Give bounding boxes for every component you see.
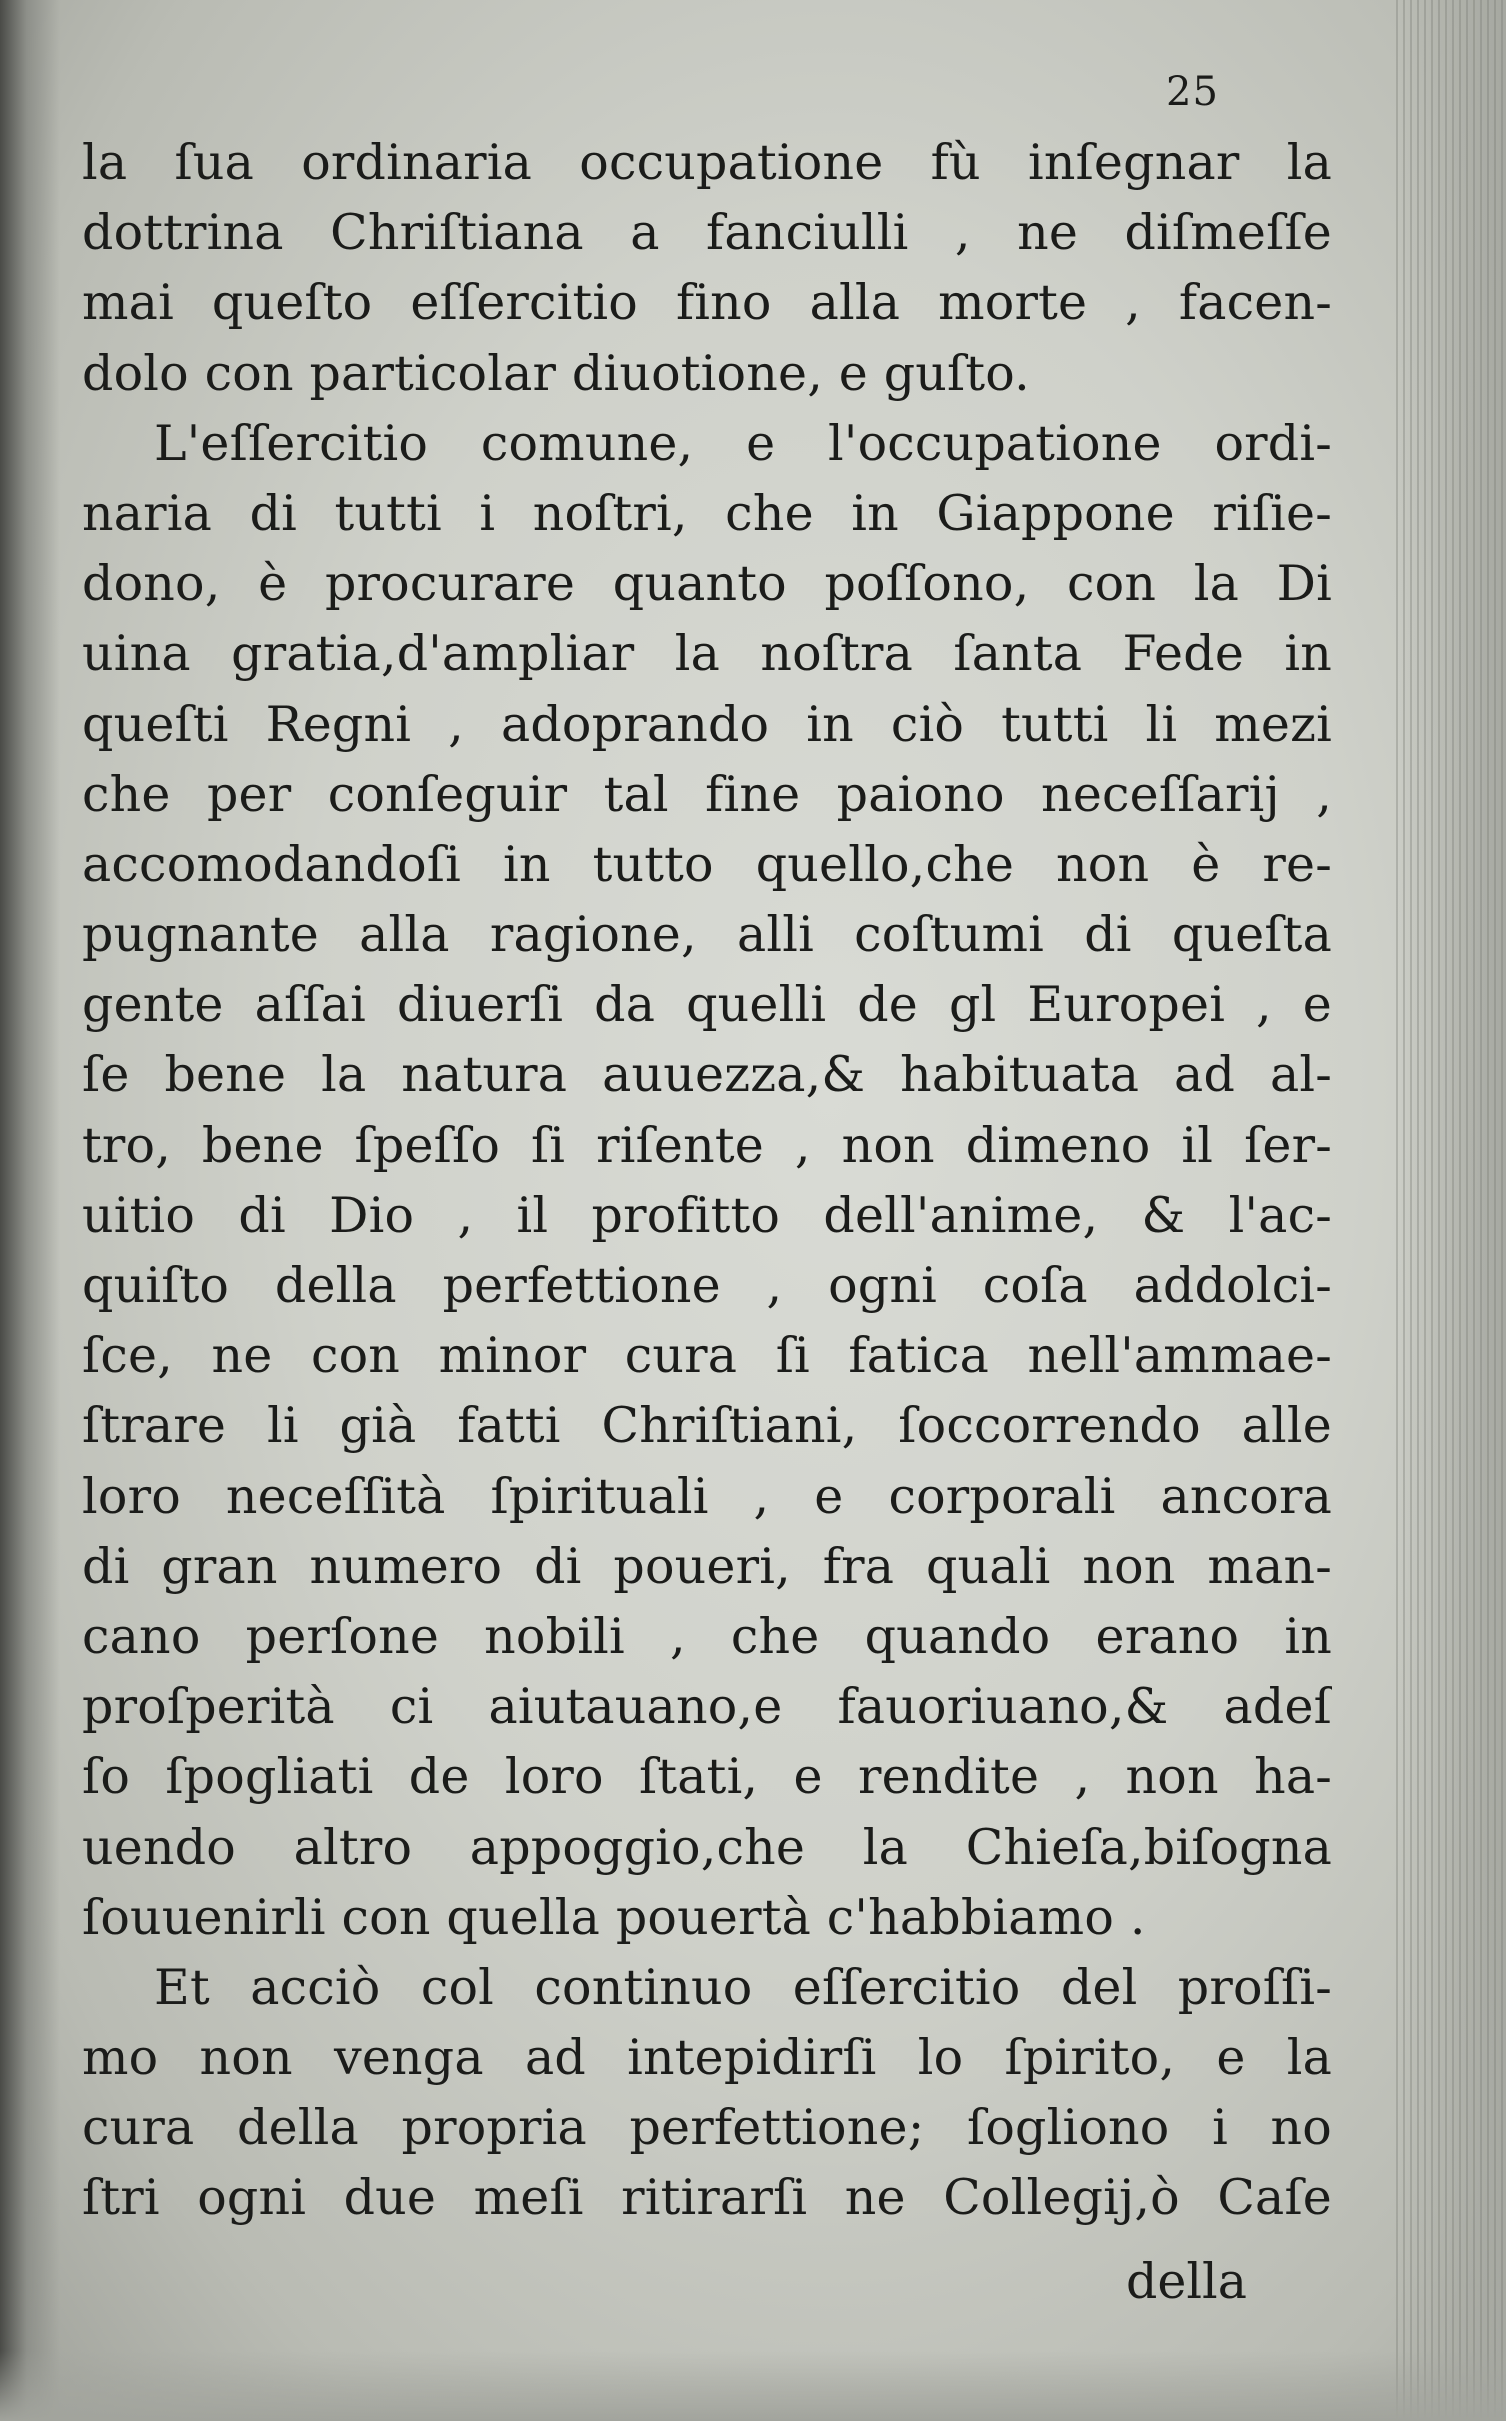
text-line: uendo altro appoggio,che la Chieſa,biſogna — [82, 1818, 1332, 1876]
text-line: ſce, ne con minor cura ſi fatica nell'ammae- — [82, 1327, 1332, 1385]
text-line: gente aſſai diuerſi da quelli de gl Europei , e — [82, 976, 1332, 1034]
text-line: che per conſeguir tal fine paiono neceſſarij , — [82, 765, 1332, 823]
text-line: naria di tutti i noſtri, che in Giappone riſie- — [82, 484, 1332, 542]
text-line: di gran numero di poueri, fra quali non man- — [82, 1537, 1332, 1595]
page-number: 25 — [1166, 69, 1219, 115]
text-line: tro, bene ſpeſſo ſi riſente , non dimeno il ſer- — [82, 1116, 1332, 1174]
page-edges — [1396, 0, 1506, 2421]
body-text — [82, 128, 1332, 2234]
catchword: della — [1126, 2253, 1247, 2310]
text-line: cano perſone nobili , che quando erano in — [82, 1607, 1332, 1665]
text-line: dottrina Chriſtiana a fanciulli , ne diſmeſſe — [82, 204, 1332, 262]
text-line: mo non venga ad intepidirſi lo ſpirito, e la — [82, 2029, 1332, 2087]
text-line: ſouuenirli con quella pouertà c'habbiamo . — [82, 1888, 1146, 1946]
text-line: mai queſto eſſercitio fino alla morte , facen- — [82, 274, 1332, 332]
text-line: la ſua ordinaria occupatione fù inſegnar la — [82, 134, 1332, 191]
text-line: ſtri ogni due meſi ritirarſi ne Collegij,ò Caſe — [82, 2169, 1332, 2227]
binding-shadow — [0, 0, 60, 2421]
text-line: queſti Regni , adoprando in ciò tutti li mezi — [82, 695, 1332, 753]
text-line: proſperità ci aiutauano,e fauoriuano,& adeſ — [82, 1678, 1332, 1736]
text-line: dolo con particolar diuotione, e guſto. — [82, 344, 1030, 402]
bottom-page-edge — [0, 2351, 1506, 2421]
text-line: quiſto della perfettione , ogni coſa addolci- — [82, 1257, 1332, 1314]
paragraph-start-line: L'eſſercitio comune, e l'occupatione ordi- — [154, 414, 1332, 472]
text-line: dono, è procurare quanto poſſono, con la Di — [82, 555, 1332, 613]
text-line: uitio di Dio , il profitto dell'anime, & l'ac- — [82, 1186, 1332, 1244]
paragraph-start-line: Et acciò col continuo eſſercitio del proſſi- — [154, 1958, 1332, 2016]
text-line: ſo ſpogliati de loro ſtati, e rendite , non ha- — [82, 1748, 1332, 1806]
text-line: cura della propria perfettione; ſogliono i no — [82, 2099, 1332, 2157]
text-line: ſe bene la natura auuezza,& habituata ad al- — [82, 1046, 1332, 1104]
text-line: ſtrare li già fatti Chriſtiani, ſoccorrendo alle — [82, 1397, 1332, 1455]
text-line: accomodandoſi in tutto quello,che non è re- — [82, 835, 1332, 893]
text-line: pugnante alla ragione, alli coſtumi di queſta — [82, 906, 1332, 964]
text-line: loro neceſſità ſpirituali , e corporali ancora — [82, 1467, 1332, 1525]
text-line: uina gratia,d'ampliar la noſtra ſanta Fede in — [82, 625, 1332, 683]
